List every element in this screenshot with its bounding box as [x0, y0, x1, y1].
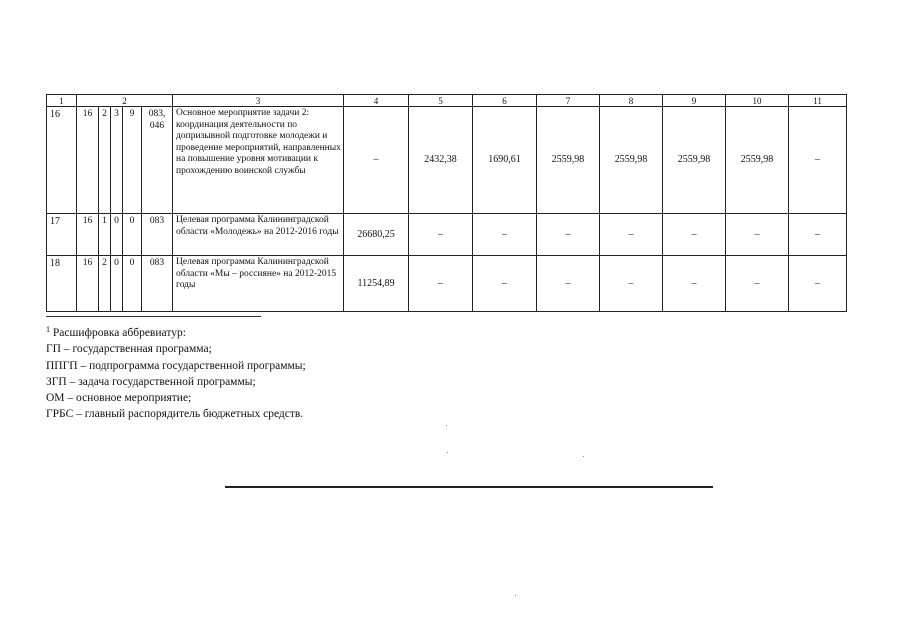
- scan-speck: [583, 456, 584, 457]
- code-cell: 3: [111, 107, 123, 214]
- header-cell-11: 11: [789, 95, 847, 107]
- scan-speck: [515, 595, 516, 596]
- table-row: [47, 214, 847, 256]
- footnote-item-zgp: ЗГП – задача государственной программы;: [46, 375, 256, 388]
- budget-table: [46, 94, 847, 312]
- header-cell-10: 10: [726, 95, 789, 107]
- code-cell: 2: [99, 107, 111, 214]
- scan-speck: [446, 425, 447, 426]
- value-col10: –: [726, 214, 789, 256]
- value-col11: –: [789, 214, 847, 256]
- value-col9: –: [663, 256, 726, 312]
- value-col8: –: [600, 256, 663, 312]
- code-cell: 9: [123, 107, 142, 214]
- value-col7: –: [537, 214, 600, 256]
- value-col9: 2559,98: [663, 107, 726, 214]
- value-col10: –: [726, 256, 789, 312]
- footnote-item-grbs: ГРБС – главный распорядитель бюджетных средств.: [46, 408, 304, 421]
- footnote-marker: 1: [46, 325, 50, 334]
- value-col4: 26680,25: [344, 214, 409, 256]
- value-col10: 2559,98: [726, 107, 789, 214]
- footnote-title-text: Расшифровка аббревиатур:: [52, 327, 186, 339]
- code-cell: 16: [77, 214, 99, 256]
- code-cell: 083, 046: [142, 107, 173, 214]
- row-number: 17: [47, 214, 77, 256]
- header-row: [47, 95, 847, 107]
- header-cell-3: 3: [173, 95, 344, 107]
- value-col5: –: [409, 214, 473, 256]
- header-cell-6: 6: [473, 95, 537, 107]
- footnotes: [46, 322, 306, 423]
- table-row: [47, 107, 847, 214]
- value-col4: 11254,89: [344, 256, 409, 312]
- row-name: Основное мероприятие задачи 2: координация деятельности по допризывной подготовке молодежи и проведение мероприятий, направленных на повышение уровня мотивации к прохождению воинской службы: [173, 107, 344, 214]
- code-cell: 0: [123, 256, 142, 312]
- footnote-divider: [46, 316, 261, 317]
- code-cell: 0: [123, 214, 142, 256]
- header-cell-2: 2: [77, 95, 173, 107]
- header-cell-9: 9: [663, 95, 726, 107]
- code-cell: 083: [142, 256, 173, 312]
- value-col11: –: [789, 107, 847, 214]
- code-cell: 0: [111, 214, 123, 256]
- header-cell-8: 8: [600, 95, 663, 107]
- row-number: 18: [47, 256, 77, 312]
- row-number: 16: [47, 107, 77, 214]
- value-col6: –: [473, 256, 537, 312]
- value-col9: –: [663, 214, 726, 256]
- footnote-item-gp: ГП – государственная программа;: [46, 343, 212, 356]
- header-cell-5: 5: [409, 95, 473, 107]
- code-cell: 16: [77, 256, 99, 312]
- code-cell: 0: [111, 256, 123, 312]
- value-col8: 2559,98: [600, 107, 663, 214]
- footnote-item-om: ОМ – основное мероприятие;: [46, 392, 192, 405]
- end-of-document-rule: [225, 486, 713, 488]
- scan-speck: [447, 452, 448, 453]
- footnote-item-ppgp: ППГП – подпрограмма государственной программы;: [46, 359, 306, 372]
- value-col6: –: [473, 214, 537, 256]
- value-col11: –: [789, 256, 847, 312]
- header-cell-1: 1: [47, 95, 77, 107]
- code-cell: 1: [99, 214, 111, 256]
- value-col8: –: [600, 214, 663, 256]
- row-name: Целевая программа Калининградской области «Молодежь» на 2012-2016 годы: [173, 214, 344, 256]
- footnote-title: [46, 322, 306, 341]
- value-col4: –: [344, 107, 409, 214]
- row-name: Целевая программа Калининградской области «Мы – россияне» на 2012-2015 годы: [173, 256, 344, 312]
- value-col7: –: [537, 256, 600, 312]
- code-cell: 16: [77, 107, 99, 214]
- table-row: [47, 256, 847, 312]
- value-col7: 2559,98: [537, 107, 600, 214]
- code-cell: 083: [142, 214, 173, 256]
- header-cell-4: 4: [344, 95, 409, 107]
- value-col6: 1690,61: [473, 107, 537, 214]
- code-cell: 2: [99, 256, 111, 312]
- header-cell-7: 7: [537, 95, 600, 107]
- value-col5: 2432,38: [409, 107, 473, 214]
- value-col5: –: [409, 256, 473, 312]
